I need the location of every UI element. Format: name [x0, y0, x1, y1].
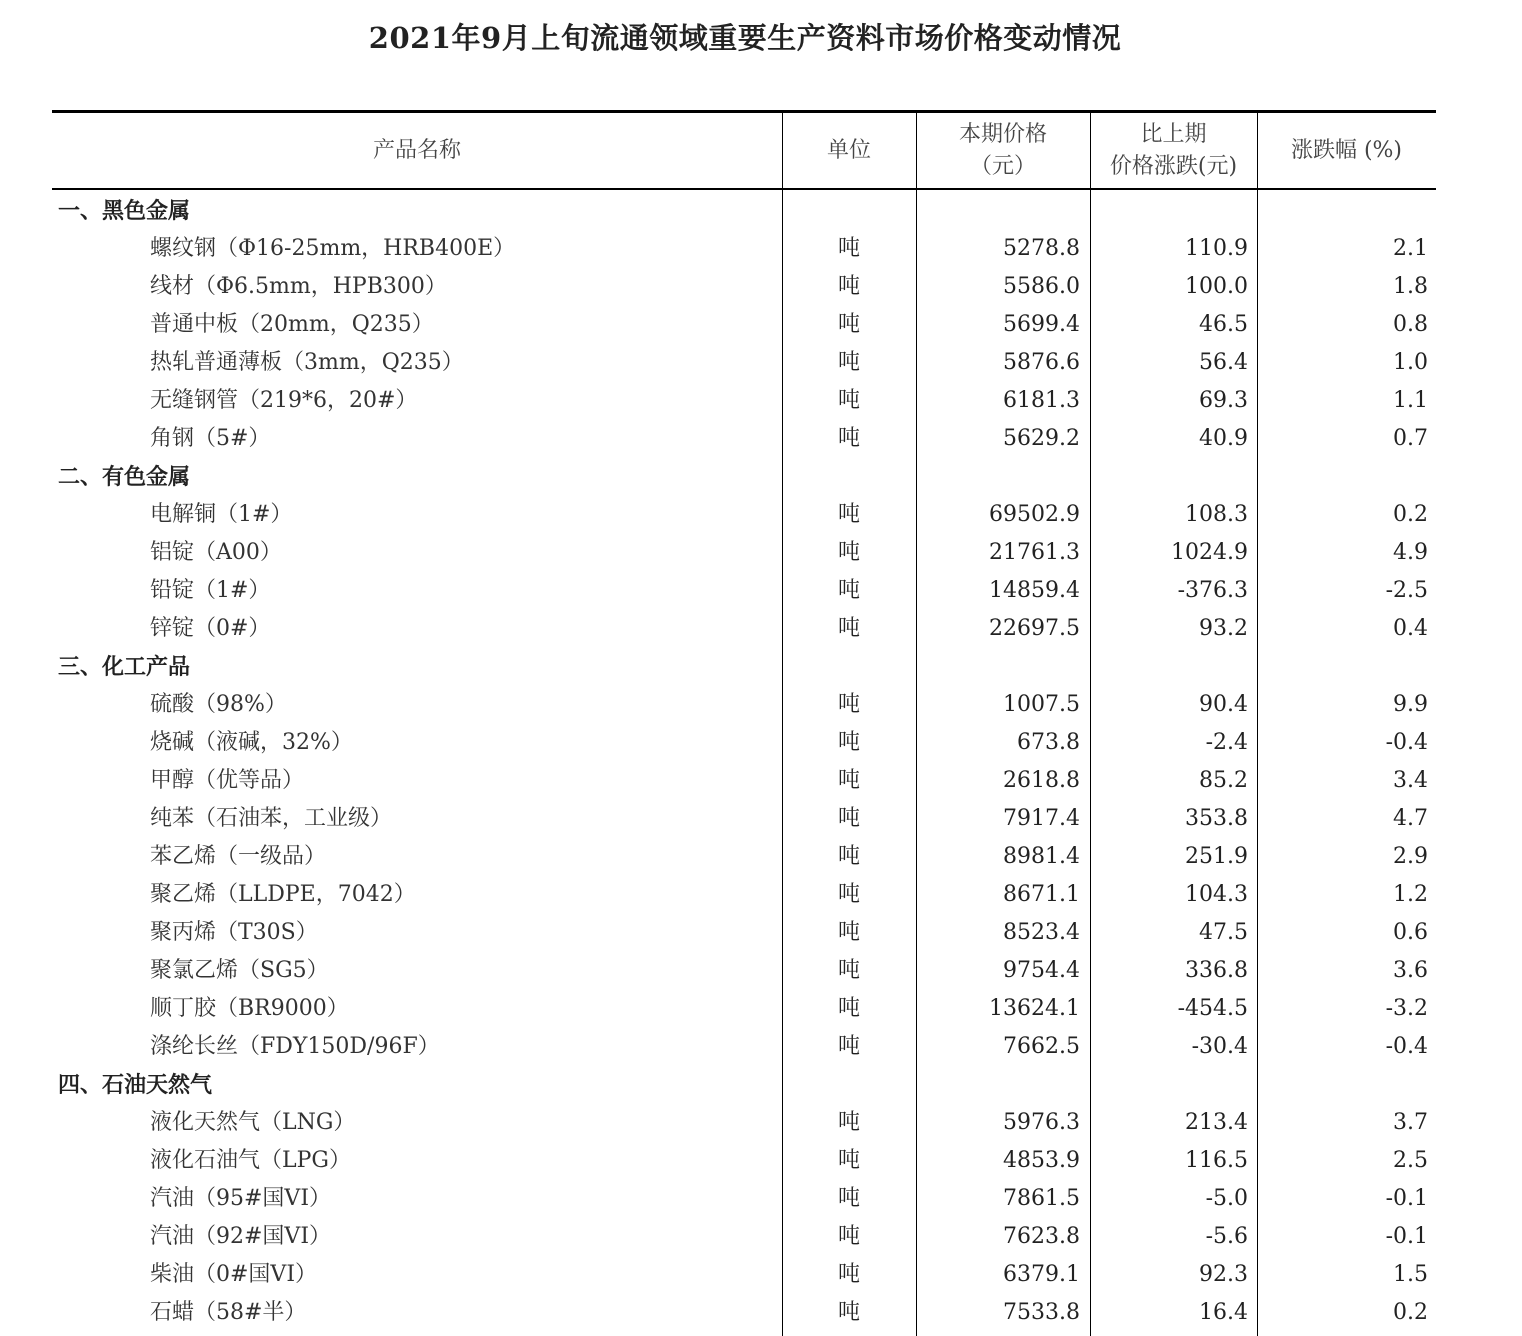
- current-price-cell: 5629.2: [1003, 426, 1080, 451]
- product-name: 电解铜（1#）: [150, 502, 293, 527]
- unit-cell: 吨: [837, 540, 860, 565]
- product-name: 柴油（0#国VI）: [150, 1262, 318, 1287]
- table-row: [52, 1294, 1436, 1332]
- price-change-cell: -5.0: [1205, 1186, 1248, 1211]
- unit-cell: 吨: [837, 1110, 860, 1135]
- page-title: 2021年9月上旬流通领域重要生产资料市场价格变动情况: [368, 21, 1122, 55]
- table-row: [52, 306, 1436, 344]
- product-name: 汽油（92#国VI）: [150, 1224, 332, 1249]
- current-price-cell: 4853.9: [1003, 1148, 1080, 1173]
- table-row: [52, 534, 1436, 572]
- price-change-cell: 100.0: [1185, 274, 1248, 299]
- category-row: [52, 458, 1436, 496]
- price-change-cell: 56.4: [1199, 350, 1248, 375]
- product-name: 聚氯乙烯（SG5）: [150, 958, 329, 983]
- price-change-cell: 1024.9: [1171, 540, 1248, 565]
- change-percent-cell: -0.1: [1385, 1224, 1428, 1249]
- product-name: 苯乙烯（一级品）: [150, 844, 327, 869]
- price-change-cell: 93.2: [1199, 616, 1248, 641]
- change-percent-cell: -0.4: [1385, 730, 1428, 755]
- table-row: [52, 496, 1436, 534]
- product-name: 涤纶长丝（FDY150D/96F）: [150, 1034, 440, 1059]
- table-row: [52, 1180, 1436, 1218]
- table-row: [52, 420, 1436, 458]
- product-name: 铝锭（A00）: [150, 540, 282, 565]
- price-change-cell: -376.3: [1177, 578, 1248, 603]
- price-change-cell: 69.3: [1199, 388, 1248, 413]
- unit-cell: 吨: [837, 920, 860, 945]
- table-row: [52, 610, 1436, 648]
- change-percent-cell: 0.6: [1393, 920, 1428, 945]
- header-current-price-line1: 本期价格: [958, 121, 1047, 147]
- current-price-cell: 8523.4: [1003, 920, 1080, 945]
- table-row: [52, 1142, 1436, 1180]
- product-name: 螺纹钢（Φ16-25mm，HRB400E）: [150, 236, 516, 261]
- change-percent-cell: 9.9: [1393, 692, 1428, 717]
- price-change-cell: 90.4: [1199, 692, 1248, 717]
- table-row: [52, 914, 1436, 952]
- category-name: 四、石油天然气: [58, 1072, 213, 1098]
- unit-cell: 吨: [837, 692, 860, 717]
- price-change-cell: -454.5: [1177, 996, 1248, 1021]
- product-name: 无缝钢管（219*6，20#）: [150, 388, 418, 413]
- current-price-cell: 5586.0: [1003, 274, 1080, 299]
- price-change-cell: 46.5: [1199, 312, 1248, 337]
- product-name: 线材（Φ6.5mm，HPB300）: [150, 274, 447, 299]
- unit-cell: 吨: [837, 578, 860, 603]
- price-change-cell: -5.6: [1205, 1224, 1248, 1249]
- unit-cell: 吨: [837, 996, 860, 1021]
- table-row: [52, 838, 1436, 876]
- table-row: [52, 1028, 1436, 1066]
- table-row: [52, 800, 1436, 838]
- current-price-cell: 8671.1: [1003, 882, 1080, 907]
- product-name: 甲醇（优等品）: [150, 768, 305, 793]
- unit-cell: 吨: [837, 350, 860, 375]
- unit-cell: 吨: [837, 388, 860, 413]
- unit-cell: 吨: [837, 1262, 860, 1287]
- header-change-percent: [1257, 113, 1436, 188]
- current-price-cell: 1007.5: [1003, 692, 1080, 717]
- current-price-cell: 6379.1: [1003, 1262, 1080, 1287]
- category-row: [52, 192, 1436, 230]
- table-row: [52, 344, 1436, 382]
- table-row: [52, 1256, 1436, 1294]
- change-percent-cell: 2.1: [1393, 236, 1428, 261]
- product-name: 液化天然气（LNG）: [150, 1110, 356, 1135]
- current-price-cell: 5278.8: [1003, 236, 1080, 261]
- unit-cell: 吨: [837, 426, 860, 451]
- price-change-cell: 336.8: [1185, 958, 1248, 983]
- current-price-cell: 9754.4: [1003, 958, 1080, 983]
- table-row: [52, 952, 1436, 990]
- price-change-cell: 213.4: [1185, 1110, 1248, 1135]
- header-price-change-line2: 价格涨跌(元): [1109, 153, 1238, 179]
- price-table: [52, 110, 1436, 1332]
- product-name: 热轧普通薄板（3mm，Q235）: [150, 350, 464, 375]
- current-price-cell: 6181.3: [1003, 388, 1080, 413]
- unit-cell: 吨: [837, 1034, 860, 1059]
- category-row: [52, 648, 1436, 686]
- change-percent-cell: 0.7: [1393, 426, 1428, 451]
- price-change-cell: 85.2: [1199, 768, 1248, 793]
- change-percent-cell: 1.2: [1393, 882, 1428, 907]
- change-percent-cell: 0.4: [1393, 616, 1428, 641]
- header-unit-label: 单位: [826, 137, 871, 163]
- table-row: [52, 724, 1436, 762]
- current-price-cell: 8981.4: [1003, 844, 1080, 869]
- change-percent-cell: -2.5: [1385, 578, 1428, 603]
- unit-cell: 吨: [837, 730, 860, 755]
- unit-cell: 吨: [837, 768, 860, 793]
- current-price-cell: 7533.8: [1003, 1300, 1080, 1325]
- product-name: 烧碱（液碱，32%）: [150, 730, 353, 755]
- price-change-cell: 16.4: [1199, 1300, 1248, 1325]
- price-change-cell: -2.4: [1205, 730, 1248, 755]
- price-change-cell: -30.4: [1191, 1034, 1248, 1059]
- unit-cell: 吨: [837, 1224, 860, 1249]
- change-percent-cell: 4.9: [1393, 540, 1428, 565]
- product-name: 纯苯（石油苯，工业级）: [150, 806, 393, 831]
- table-row: [52, 762, 1436, 800]
- change-percent-cell: -3.2: [1385, 996, 1428, 1021]
- price-change-cell: 116.5: [1185, 1148, 1248, 1173]
- change-percent-cell: 0.2: [1393, 502, 1428, 527]
- current-price-cell: 7662.5: [1003, 1034, 1080, 1059]
- category-name: 二、有色金属: [58, 464, 191, 490]
- price-change-cell: 353.8: [1185, 806, 1248, 831]
- unit-cell: 吨: [837, 1300, 860, 1325]
- price-change-cell: 251.9: [1185, 844, 1248, 869]
- change-percent-cell: 3.7: [1393, 1110, 1428, 1135]
- product-name: 聚乙烯（LLDPE，7042）: [150, 882, 416, 907]
- unit-cell: 吨: [837, 806, 860, 831]
- change-percent-cell: 1.0: [1393, 350, 1428, 375]
- price-change-cell: 47.5: [1199, 920, 1248, 945]
- header-unit: [782, 113, 916, 188]
- unit-cell: 吨: [837, 616, 860, 641]
- category-row: [52, 1066, 1436, 1104]
- table-row: [52, 990, 1436, 1028]
- product-name: 顺丁胶（BR9000）: [150, 996, 349, 1021]
- change-percent-cell: 3.6: [1393, 958, 1428, 983]
- change-percent-cell: 2.5: [1393, 1148, 1428, 1173]
- change-percent-cell: 1.8: [1393, 274, 1428, 299]
- product-name: 汽油（95#国VI）: [150, 1186, 332, 1211]
- unit-cell: 吨: [837, 274, 860, 299]
- header-current-price: [916, 113, 1090, 188]
- price-change-cell: 104.3: [1185, 882, 1248, 907]
- current-price-cell: 13624.1: [989, 996, 1080, 1021]
- product-name: 锌锭（0#）: [150, 616, 271, 641]
- product-name: 角钢（5#）: [150, 426, 271, 451]
- current-price-cell: 673.8: [1017, 730, 1080, 755]
- current-price-cell: 7861.5: [1003, 1186, 1080, 1211]
- unit-cell: 吨: [837, 1186, 860, 1211]
- category-name: 三、化工产品: [58, 654, 191, 680]
- table-row: [52, 876, 1436, 914]
- table-body: [52, 192, 1436, 1332]
- category-name: 一、黑色金属: [58, 198, 191, 224]
- product-name: 聚丙烯（T30S）: [150, 920, 318, 945]
- current-price-cell: 14859.4: [989, 578, 1080, 603]
- change-percent-cell: -0.1: [1385, 1186, 1428, 1211]
- current-price-cell: 21761.3: [989, 540, 1080, 565]
- table-header: [52, 113, 1436, 190]
- unit-cell: 吨: [837, 882, 860, 907]
- unit-cell: 吨: [837, 1148, 860, 1173]
- product-name: 铅锭（1#）: [150, 578, 271, 603]
- header-product-name-label: 产品名称: [372, 137, 461, 163]
- unit-cell: 吨: [837, 958, 860, 983]
- header-product-name: [52, 113, 782, 188]
- price-change-cell: 40.9: [1199, 426, 1248, 451]
- header-price-change-line1: 比上期: [1140, 121, 1207, 147]
- table-row: [52, 1104, 1436, 1142]
- current-price-cell: 7623.8: [1003, 1224, 1080, 1249]
- change-percent-cell: 0.2: [1393, 1300, 1428, 1325]
- unit-cell: 吨: [837, 312, 860, 337]
- change-percent-cell: 0.8: [1393, 312, 1428, 337]
- header-change-percent-label: 涨跌幅 (%): [1290, 137, 1403, 163]
- change-percent-cell: 1.1: [1393, 388, 1428, 413]
- product-name: 硫酸（98%）: [150, 692, 287, 717]
- current-price-cell: 22697.5: [989, 616, 1080, 641]
- table-row: [52, 382, 1436, 420]
- change-percent-cell: 1.5: [1393, 1262, 1428, 1287]
- price-change-cell: 92.3: [1199, 1262, 1248, 1287]
- current-price-cell: 5976.3: [1003, 1110, 1080, 1135]
- unit-cell: 吨: [837, 844, 860, 869]
- price-change-cell: 108.3: [1185, 502, 1248, 527]
- change-percent-cell: 2.9: [1393, 844, 1428, 869]
- price-change-cell: 110.9: [1185, 236, 1248, 261]
- table-row: [52, 572, 1436, 610]
- change-percent-cell: 4.7: [1393, 806, 1428, 831]
- current-price-cell: 5876.6: [1003, 350, 1080, 375]
- table-row: [52, 1218, 1436, 1256]
- table-row: [52, 230, 1436, 268]
- current-price-cell: 7917.4: [1003, 806, 1080, 831]
- unit-cell: 吨: [837, 236, 860, 261]
- current-price-cell: 2618.8: [1003, 768, 1080, 793]
- unit-cell: 吨: [837, 502, 860, 527]
- table-row: [52, 686, 1436, 724]
- table-row: [52, 268, 1436, 306]
- change-percent-cell: 3.4: [1393, 768, 1428, 793]
- header-price-change: [1090, 113, 1257, 188]
- current-price-cell: 5699.4: [1003, 312, 1080, 337]
- change-percent-cell: -0.4: [1385, 1034, 1428, 1059]
- product-name: 普通中板（20mm，Q235）: [150, 312, 434, 337]
- product-name: 石蜡（58#半）: [150, 1300, 307, 1325]
- current-price-cell: 69502.9: [989, 502, 1080, 527]
- header-current-price-line2: （元）: [969, 153, 1036, 179]
- product-name: 液化石油气（LPG）: [150, 1148, 351, 1173]
